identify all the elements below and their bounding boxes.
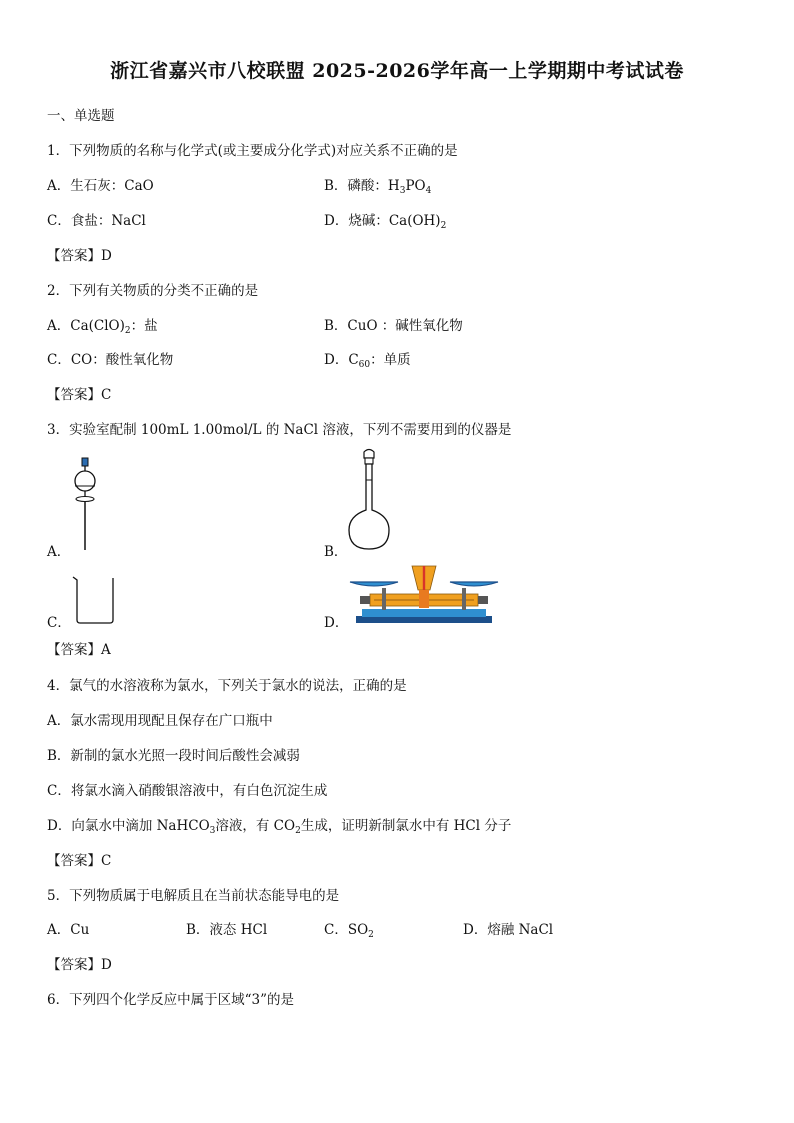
q2-option-b: B．CuO ：碱性氧化物 <box>324 318 463 334</box>
q4-option-c: C．将氯水滴入硝酸银溶液中，有白色沉淀生成 <box>47 783 328 799</box>
q5-stem: 5．下列物质属于电解质且在当前状态能导电的是 <box>47 888 340 904</box>
beaker-icon <box>70 574 120 626</box>
q3-option-a: A． <box>47 544 71 560</box>
q3-answer: 【答案】A <box>47 642 111 658</box>
q2-option-c: C．CO：酸性氧化物 <box>47 352 174 368</box>
q4-option-d: D．向氯水中滴加 NaHCO$_3$溶液，有 $CO_2$生成，证明新制氯水中有 HCl 分子 <box>47 818 512 836</box>
q4-option-b: B．新制的氯水光照一段时间后酸性会减弱 <box>47 748 300 764</box>
separatory-funnel-icon <box>66 456 106 554</box>
q4-answer: 【答案】C <box>47 853 112 869</box>
q4-option-a: A．氯水需现用现配且保存在广口瓶中 <box>47 713 273 729</box>
q5-option-b: B．液态 HCl <box>186 922 268 938</box>
volumetric-flask-icon <box>345 446 393 552</box>
q5-option-c: C．$SO_2$ <box>324 922 374 940</box>
balance-scale-icon <box>348 560 500 626</box>
q1-option-b: B．磷酸：$H_3PO_4$ <box>324 178 432 196</box>
q2-option-d: D．$C_{60}$：单质 <box>324 352 411 370</box>
q1-option-d: D．烧碱：$Ca(OH)_2$ <box>324 213 447 231</box>
q5-answer: 【答案】D <box>47 957 112 973</box>
q3-option-d: D． <box>324 615 349 631</box>
q3-option-c: C． <box>47 615 71 631</box>
q3-stem: 3．实验室配制 100mL 1.00mol/L 的 NaCl 溶液，下列不需要用到的仪器是 <box>47 422 512 438</box>
q6-stem: 6．下列四个化学反应中属于区域“3”的是 <box>47 992 294 1008</box>
q2-option-a: A．$Ca(ClO)_2$：盐 <box>47 318 158 336</box>
q1-answer: 【答案】D <box>47 248 112 264</box>
q4-stem: 4．氯气的水溶液称为氯水，下列关于氯水的说法，正确的是 <box>47 678 407 694</box>
q1-option-a: A．生石灰：CaO <box>47 178 154 194</box>
section-heading: 一、单选题 <box>47 108 115 124</box>
q5-option-d: D．熔融 NaCl <box>463 922 554 938</box>
q5-option-a: A．Cu <box>47 922 90 938</box>
q2-stem: 2．下列有关物质的分类不正确的是 <box>47 283 259 299</box>
q1-stem: 1．下列物质的名称与化学式(或主要成分化学式)对应关系不正确的是 <box>47 143 458 159</box>
q1-option-c: C．食盐：NaCl <box>47 213 146 229</box>
q3-option-b: B． <box>324 544 348 560</box>
q2-answer: 【答案】C <box>47 387 112 403</box>
page-title: 浙江省嘉兴市八校联盟 2025-2026学年高一上学期期中考试试卷 <box>110 60 684 82</box>
